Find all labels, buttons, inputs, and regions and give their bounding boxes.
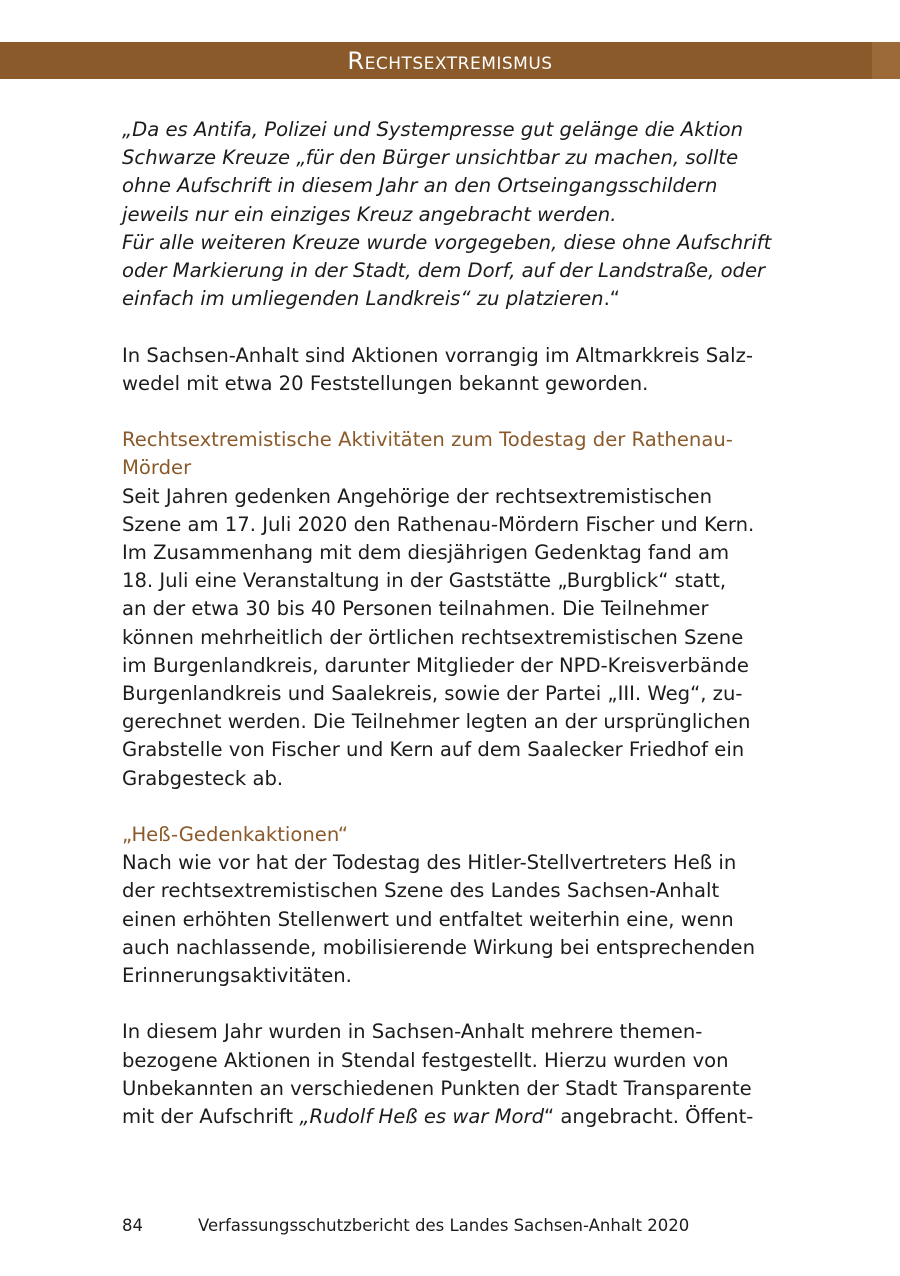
section-heading: Mörder (122, 456, 192, 480)
paragraph-line: können mehrheitlich der örtlichen rechtsextremistischen Szene (122, 625, 744, 649)
quote-line-last (122, 285, 782, 313)
paragraph-line: In diesem Jahr wurden in Sachsen-Anhalt mehrere themen- (122, 1020, 703, 1044)
section-heading: Rechtsextremistische Aktivitäten zum Todestag der Rathenau- (122, 428, 733, 452)
page-footer (122, 1214, 689, 1238)
quote-last-italic: einfach im umliegenden Landkreis“ zu platzieren (122, 287, 604, 311)
paragraph-line: Im Zusammenhang mit dem diesjährigen Gedenktag fand am (122, 541, 730, 565)
paragraph-stendal (122, 1018, 782, 1131)
publication-title: Verfassungsschutzbericht des Landes Sachsen-Anhalt 2020 (198, 1216, 690, 1235)
quote-line: Schwarze Kreuze „für den Bürger unsichtbar zu machen, sollte (122, 146, 739, 170)
quote-block (122, 116, 782, 313)
paragraph-line: im Burgenlandkreis, darunter Mitglieder der NPD-Kreisverbände (122, 653, 749, 677)
paragraph-line: bezogene Aktionen in Stendal festgestellt. Hierzu wurden von (122, 1048, 729, 1072)
paragraph-line: der rechtsextremistischen Szene des Landes Sachsen-Anhalt (122, 879, 720, 903)
paragraph-line: Grabstelle von Fischer und Kern auf dem Saalecker Friedhof ein (122, 738, 745, 762)
paragraph-line: auch nachlassende, mobilisierende Wirkung bei entsprechenden (122, 935, 756, 959)
paragraph-line: Grabgesteck ab. (122, 766, 284, 790)
banner-slogan: „Rudolf Heß es war Mord (299, 1105, 545, 1129)
paragraph-line: einen erhöhten Stellenwert und entfaltet weiterhin eine, wenn (122, 907, 734, 931)
quote-line: „Da es Antifa, Polizei und Systempresse gut gelänge die Aktion (122, 118, 744, 141)
quote-line: ohne Aufschrift in diesem Jahr an den Ortseingangsschildern (122, 174, 718, 198)
paragraph-altmark (122, 342, 782, 398)
paragraph-text: mit der Aufschrift (122, 1105, 300, 1129)
paragraph-line: Seit Jahren gedenken Angehörige der rechtsextremistischen (122, 484, 713, 508)
quote-line: Für alle weiteren Kreuze wurde vorgegeben, diese ohne Aufschrift (122, 230, 772, 254)
page-title: Rechtsextremismus (347, 47, 553, 75)
paragraph-line: Szene am 17. Juli 2020 den Rathenau-Mördern Fischer und Kern. (122, 512, 755, 536)
paragraph-line: Burgenlandkreis und Saalekreis, sowie der Partei „III. Weg“, zu- (122, 682, 743, 706)
section-rathenau (122, 426, 782, 793)
quote-line: oder Markierung in der Stadt, dem Dorf, auf der Landstraße, oder (122, 259, 766, 283)
paragraph-line-last (122, 1103, 782, 1131)
section-heading: „Heß-Gedenkaktionen“ (122, 823, 348, 847)
paragraph-line: 18. Juli eine Veranstaltung in der Gaststätte „Burgblick“ statt, (122, 569, 727, 593)
section-hess (122, 821, 782, 990)
main-content (122, 116, 782, 1131)
paragraph-line: an der etwa 30 bis 40 Personen teilnahmen. Die Teilnehmer (122, 597, 709, 621)
quote-line: jeweils nur ein einziges Kreuz angebracht werden. (122, 202, 617, 226)
paragraph-line: gerechnet werden. Die Teilnehmer legten an der ursprünglichen (122, 710, 751, 734)
paragraph-line: wedel mit etwa 20 Feststellungen bekannt geworden. (122, 371, 649, 395)
paragraph-line: Nach wie vor hat der Todestag des Hitler-Stellvertreters Heß in (122, 851, 737, 875)
page-number: 84 (122, 1216, 143, 1235)
paragraph-line: In Sachsen-Anhalt sind Aktionen vorrangig im Altmarkkreis Salz- (122, 343, 753, 367)
paragraph-text: “ angebracht. Öffent- (544, 1105, 754, 1129)
paragraph-line: Erinnerungsaktivitäten. (122, 964, 352, 988)
paragraph-line: Unbekannten an verschiedenen Punkten der Stadt Transparente (122, 1076, 752, 1100)
quote-last-tail: .“ (603, 287, 620, 311)
